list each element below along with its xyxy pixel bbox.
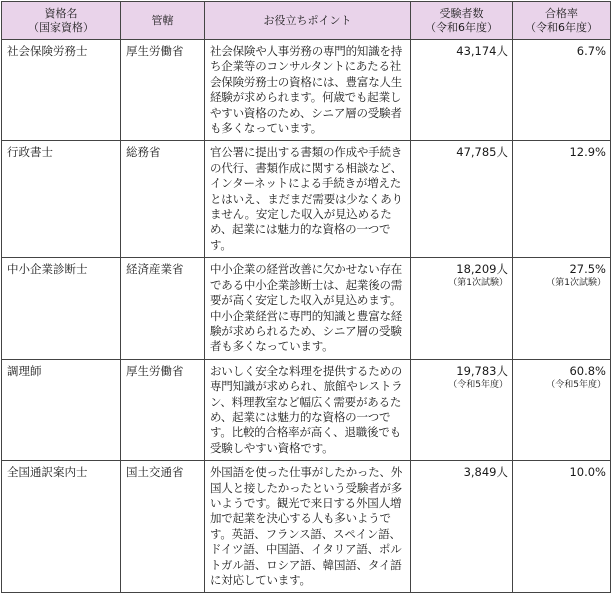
pass-rate-cell	[513, 258, 611, 359]
examinees-cell	[411, 141, 513, 258]
pass-rate-value: 10.0%	[569, 465, 606, 480]
table-header-row	[2, 2, 611, 40]
qualifications-table	[1, 1, 611, 593]
useful-point: おいしく安全な料理を提供するための専門知識が求められ、旅館やレストラン、料理教室など幅広く需要があるため、起業には魅力的な資格の一つです。比較的合格率が高く、退職後でも受験しやすい資格です。	[205, 359, 411, 460]
pass-rate-note: （第1次試験）	[546, 278, 606, 289]
pass-rate-value: 6.7%	[576, 44, 606, 58]
examinees-value: 47,785人	[456, 145, 508, 160]
header-examinees-line1: 受験者数	[439, 6, 484, 20]
qualification-name: 全国通訳案内士	[2, 461, 121, 593]
ministry-name: 厚生労働省	[121, 359, 205, 460]
table-row	[2, 359, 611, 460]
examinees-cell	[411, 258, 513, 359]
ministry-name: 厚生労働省	[121, 40, 205, 141]
ministry-name: 国土交通省	[121, 461, 205, 593]
header-point: お役立ちポイント	[205, 2, 411, 40]
examinees-value: 18,209人	[456, 262, 508, 277]
examinees-cell	[411, 461, 513, 593]
examinees-value: 43,174人	[456, 44, 508, 58]
examinees-value: 19,783人	[456, 363, 508, 378]
header-qualification-line2: （国家資格）	[28, 20, 94, 34]
table-row	[2, 141, 611, 258]
header-pass-rate	[513, 2, 611, 40]
qualification-name: 行政書士	[2, 141, 121, 258]
header-pass-rate-line1: 合格率	[545, 6, 578, 20]
pass-rate-cell	[513, 461, 611, 593]
useful-point: 外国語を使った仕事がしたかった、外国人と接したかったという受験者が多いようです。観光で来日する外国人増加で起業を決心する人も多いようです。英語、フランス語、スペイン語、ドイツ語、中国語、イタリア語、ポルトガル語、ロシア語、韓国語、タイ語に対応しています。	[205, 461, 411, 593]
examinees-note: （令和5年度）	[448, 379, 508, 390]
examinees-cell	[411, 40, 513, 141]
ministry-name: 経済産業省	[121, 258, 205, 359]
pass-rate-value: 27.5%	[569, 262, 606, 277]
qualification-name: 調理師	[2, 359, 121, 460]
examinees-cell	[411, 359, 513, 460]
table-row	[2, 461, 611, 593]
table-row	[2, 40, 611, 141]
pass-rate-value: 12.9%	[569, 145, 606, 160]
ministry-name: 総務省	[121, 141, 205, 258]
pass-rate-cell	[513, 359, 611, 460]
pass-rate-note: （令和5年度）	[546, 379, 606, 390]
useful-point: 社会保険や人事労務の専門的知識を持ち企業等のコンサルタントにあたる社会保険労務士の資格には、豊富な人生経験が求められます。何歳でも起業しやすい資格のため、シニア層の受験者も多くなっています。	[205, 40, 411, 141]
header-examinees-line2: （令和6年度）	[425, 20, 498, 34]
useful-point: 官公署に提出する書類の作成や手続きの代行、書類作成に関する相談など、インターネットによる手続きが増えたとはいえ、まだまだ需要は少なくありません。安定した収入が見込めるため、起業には魅力的な資格の一つです。	[205, 141, 411, 258]
pass-rate-value: 60.8%	[569, 363, 606, 378]
examinees-note: （第1次試験）	[448, 278, 508, 289]
header-ministry: 管轄	[121, 2, 205, 40]
qualification-name: 社会保険労務士	[2, 40, 121, 141]
qualification-name: 中小企業診断士	[2, 258, 121, 359]
header-pass-rate-line2: （令和6年度）	[525, 20, 598, 34]
examinees-value: 3,849人	[463, 465, 508, 480]
header-qualification-line1: 資格名	[44, 6, 78, 20]
useful-point: 中小企業の経営改善に欠かせない存在である中小企業診断士は、起業後の需要が高く安定した収入が見込めます。中小企業経営に専門的知識と豊富な経験が求められるため、シニア層の受験者も多くなっています。	[205, 258, 411, 359]
pass-rate-cell	[513, 141, 611, 258]
header-qualification	[2, 2, 121, 40]
table-row	[2, 258, 611, 359]
header-examinees	[411, 2, 513, 40]
pass-rate-cell	[513, 40, 611, 141]
